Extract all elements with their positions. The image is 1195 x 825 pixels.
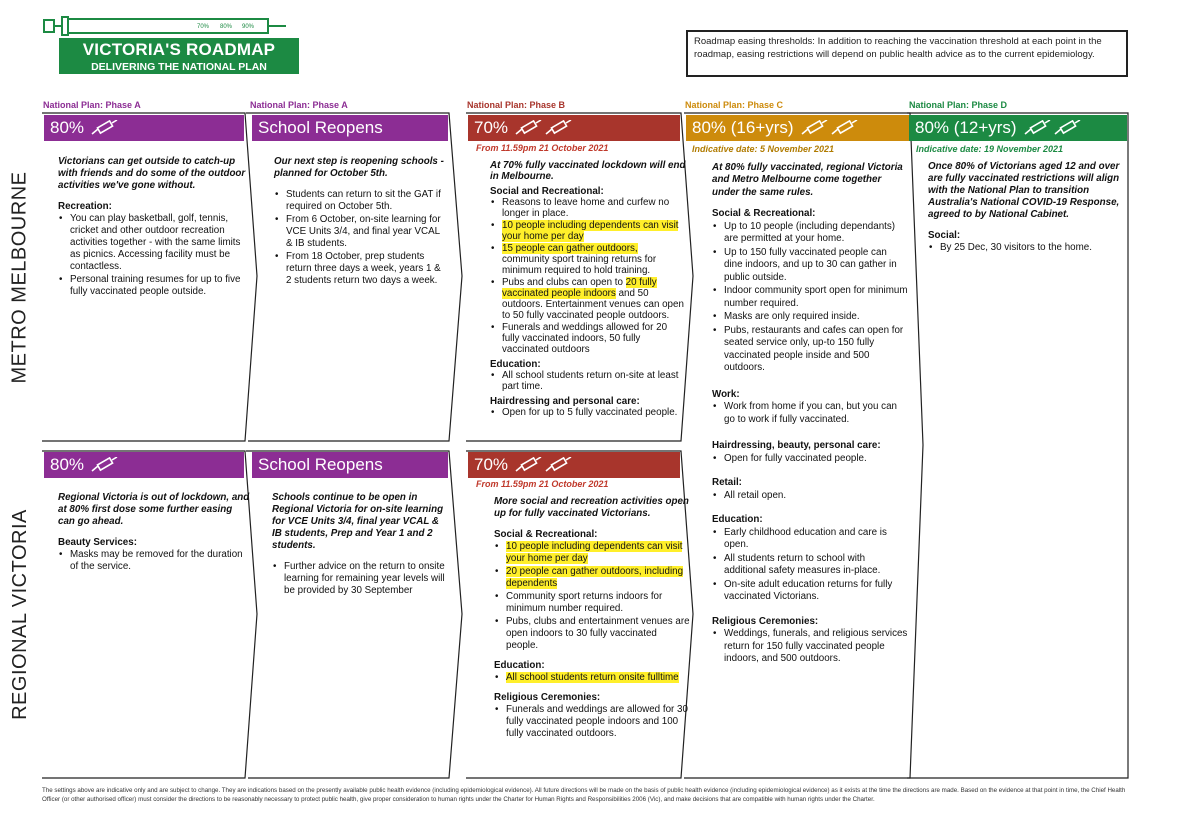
list-item: • By 25 Dec, 30 visitors to the home. [928, 242, 1126, 254]
metro-c2-body [274, 156, 446, 288]
c4-work-title: Work: [712, 388, 740, 400]
list-item: • Funerals and weddings allowed for 20 fully vaccinated indoors, 50 fully vaccinated outdoors [490, 322, 686, 355]
phase-label-col1: National Plan: Phase A [43, 100, 141, 110]
list-item: • All school students return onsite fulltime [494, 672, 690, 684]
c4-edu-title: Education: [712, 514, 763, 525]
c5-date: Indicative date: 19 November 2021 [916, 144, 1064, 154]
c4-social-title: Social & Recreational: [712, 208, 816, 219]
list-item: • From 6 October, on-site learning for VCE Units 3/4, and final year VCAL & IB students. [274, 214, 446, 250]
metro-c3-lead: At 70% fully vaccinated lockdown will end in Melbourne. [490, 160, 686, 182]
list-item: • 15 people can gather outdoors, community sport training returns for minimum required to hold training. [490, 243, 686, 276]
metro-c3-edu-title: Education: [490, 359, 541, 370]
header-regional-c3: 70% [468, 452, 680, 478]
header-c5: 80% (12+yrs) [909, 115, 1127, 141]
footer-disclaimer: The settings above are indicative only and are subject to change. They are indications based on the presently available public health evidence (including epidemiological evidence). All future directions will be made on the basis of public health evidence (including epidemiological evidence) as it exists at the time the directions are made. Based on the evidence at that point in time, the Chief Health Officer (or other authorised officer) must consider the directions to be reasonably necessary to protect public health, give proper consideration to human rights under the Charter for Human Rights and Responsibilities 2006 (Vic), and make decisions that are compatible with human rights under the Charter. [42, 787, 1126, 803]
syringe-icon [800, 120, 828, 136]
syringe-icon [544, 457, 572, 473]
list-item: • On-site adult education returns for fully vaccinated Victorians. [712, 579, 908, 604]
metro-c1-lead: Victorians can get outside to catch-up with friends and do some of the outdoor activities we've gone without. [58, 156, 246, 191]
header-metro-c2: School Reopens [252, 115, 448, 141]
regional-c2-body [272, 492, 448, 598]
logo-subtitle: DELIVERING THE NATIONAL PLAN [59, 61, 299, 74]
roadmap-logo [40, 12, 290, 74]
syringe-icon [830, 120, 858, 136]
regional-c3-date: From 11.59pm 21 October 2021 [476, 479, 609, 489]
syringe-icon [544, 120, 572, 136]
logo-title: VICTORIA'S ROADMAP [59, 38, 299, 61]
phase-label-col3: National Plan: Phase B [467, 100, 566, 110]
header-c4: 80% (16+yrs) [686, 115, 909, 141]
list-item: • Weddings, funerals, and religious services return for 150 fully vaccinated people indoors, and 500 outdoors. [712, 628, 908, 666]
logo-mark-70: 70% [197, 24, 210, 30]
c4-lead: At 80% fully vaccinated, regional Victoria and Metro Melbourne come together under the same rules. [712, 161, 903, 198]
list-item: • Up to 150 fully vaccinated people can dine indoors, and up to 30 can gather in public outside. [712, 247, 908, 285]
phase-label-col2: National Plan: Phase A [250, 100, 348, 110]
header-regional-c1: 80% [44, 452, 244, 478]
list-item: • Open for up to 5 fully vaccinated people. [490, 407, 686, 418]
list-item: • All students return to school with additional safety measures in-place. [712, 553, 908, 578]
list-item: • Pubs and clubs can open to 20 fully vaccinated people indoors and 50 outdoors. Entertainment venues can open to 50 fully vaccinated people outdoors. [490, 277, 686, 321]
syringe-icon [1053, 120, 1081, 136]
list-item: • Personal training resumes for up to five fully vaccinated people outside. [58, 274, 246, 298]
list-item: • Community sport returns indoors for minimum number required. [494, 591, 690, 615]
list-item: • Pubs, restaurants and cafes can open for seated service only, up-to 150 fully vaccinated people inside and 500 outdoors. [712, 325, 908, 375]
regional-c3-body [476, 478, 690, 741]
header-metro-c1: 80% [44, 115, 244, 141]
c4-retail-title: Retail: [712, 477, 742, 488]
c4-date: Indicative date: 5 November 2021 [692, 144, 835, 154]
threshold-note: Roadmap easing thresholds: In addition to reaching the vaccination threshold at each point in the roadmap, easing restrictions will depend on public health advice as to the current epidemiology. [686, 30, 1128, 77]
c5-body [916, 143, 1126, 255]
logo-mark-90: 90% [242, 24, 255, 30]
regional-c1-beauty-title: Beauty Services: [58, 537, 137, 548]
c5-social-title: Social: [928, 230, 961, 241]
regional-c3-social-title: Social & Recreational: [494, 529, 598, 540]
metro-c3-social-title: Social and Recreational: [490, 186, 604, 197]
list-item: • Up to 10 people (including dependants) are permitted at your home. [712, 221, 908, 246]
syringe-icon [90, 457, 118, 473]
metro-c3-hair-title: Hairdressing and personal care: [490, 396, 640, 407]
list-item: • Work from home if you can, but you can go to work if fully vaccinated. [712, 401, 908, 426]
c4-rel-title: Religious Ceremonies: [712, 615, 819, 627]
syringe-icon [1023, 120, 1051, 136]
phase-label-col5: National Plan: Phase D [909, 100, 1008, 110]
list-item: • 10 people including dependents can visit your home per day [494, 541, 690, 565]
list-item: • Reasons to leave home and curfew no longer in place. [490, 197, 686, 219]
list-item: • Funerals and weddings are allowed for 30 fully vaccinated people indoors and 100 fully vaccinated outdoors. [494, 704, 690, 740]
regional-c3-rel-title: Religious Ceremonies: [494, 692, 601, 703]
list-item: • 10 people including dependents can visit your home per day [490, 220, 686, 242]
row-label-regional: REGIONAL VICTORIA [8, 509, 31, 720]
row-label-metro: METRO MELBOURNE [8, 171, 31, 383]
metro-c3-date: From 11.59pm 21 October 2021 [476, 143, 609, 153]
list-item: • 20 people can gather outdoors, including dependents [494, 566, 690, 590]
syringe-icon [90, 120, 118, 136]
header-regional-c2: School Reopens [252, 452, 448, 478]
syringe-icon [514, 457, 542, 473]
logo-mark-80: 80% [220, 24, 233, 30]
metro-c1-body [58, 156, 246, 299]
list-item: • You can play basketball, golf, tennis, cricket and other outdoor recreation activities together - with the same limits as picnics. Accessing facility must be contactless. [58, 213, 246, 273]
list-item: • Masks are only required inside. [712, 311, 908, 324]
list-item: • Open for fully vaccinated people. [712, 453, 908, 466]
regional-c1-lead: Regional Victoria is out of lockdown, and at 80% first dose some further easing can go ahead. [58, 492, 250, 527]
list-item: • Students can return to sit the GAT if required on October 5th. [274, 189, 446, 213]
metro-c1-rec-title: Recreation: [58, 201, 112, 212]
regional-c3-lead: More social and recreation activities open up for fully vaccinated Victorians. [494, 496, 689, 519]
regional-c3-edu-title: Education: [494, 660, 545, 671]
list-item: • Early childhood education and care is open. [712, 527, 908, 552]
list-item: • All retail open. [712, 490, 908, 503]
c5-lead: Once 80% of Victorians aged 12 and over are fully vaccinated restrictions will align with the National Plan to transition Australia's National COVID-19 Response, agreed to by National Cabinet. [928, 161, 1120, 220]
list-item: • Further advice on the return to onsite learning for remaining year levels will be provided by 30 September [272, 561, 448, 597]
list-item: • From 18 October, prep students return three days a week, years 1 & 2 students return two days a week. [274, 251, 446, 287]
list-item: • All school students return on-site at least part time. [490, 370, 686, 392]
regional-c1-body [58, 492, 250, 574]
metro-c2-lead: Our next step is reopening schools - planned for October 5th. [274, 156, 444, 179]
phase-label-col4: National Plan: Phase C [685, 100, 784, 110]
c4-body [692, 143, 908, 667]
list-item: • Masks may be removed for the duration of the service. [58, 549, 250, 573]
list-item: • Pubs, clubs and entertainment venues are open indoors to 30 fully vaccinated people. [494, 616, 690, 652]
regional-c2-lead: Schools continue to be open in Regional Victoria for on-site learning for VCE Units 3/4, final year VCAL & IB students, Prep and Year 1 and 2 students. [272, 492, 444, 551]
list-item: • Indoor community sport open for minimum number required. [712, 285, 908, 310]
syringe-icon [514, 120, 542, 136]
c4-hair-title: Hairdressing, beauty, personal care: [712, 440, 881, 451]
header-metro-c3: 70% [468, 115, 680, 141]
metro-c3-body [476, 143, 686, 419]
syringe-icon [42, 14, 288, 38]
